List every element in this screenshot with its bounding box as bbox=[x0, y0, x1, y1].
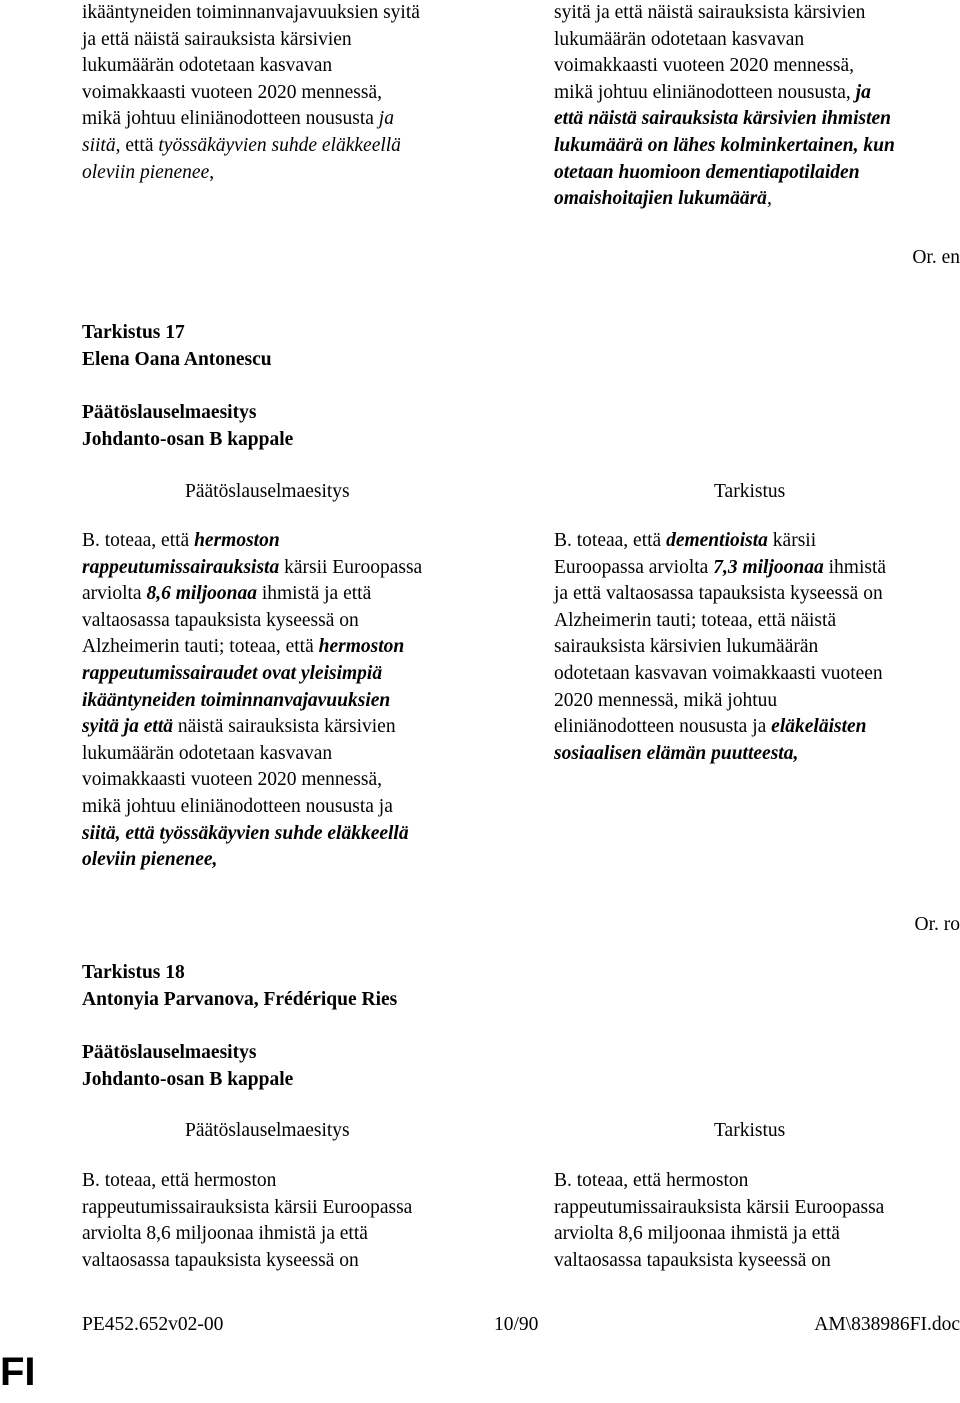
text-run: rappeutumissairauksista kärsii Euroopassa bbox=[554, 1196, 885, 1218]
text-line bbox=[554, 1195, 960, 1222]
text-run: siitä bbox=[82, 134, 116, 156]
text-run: Alzheimerin tauti; toteaa, että bbox=[82, 636, 319, 658]
text-line bbox=[554, 555, 960, 582]
text-run: että bbox=[554, 108, 589, 130]
original-language: Or. ro bbox=[914, 914, 960, 935]
column-heading-amendment: Tarkistus bbox=[714, 481, 786, 502]
column-heading-original: Päätöslauselmaesitys bbox=[185, 1120, 350, 1141]
amendment-18-target bbox=[82, 1040, 682, 1093]
text-line bbox=[554, 741, 960, 768]
text-run: arviolta 8,6 miljoonaa ihmistä ja että bbox=[554, 1223, 840, 1245]
text-run: mikä johtuu eliniänodotteen noususta, bbox=[554, 81, 856, 103]
document-type: Päätöslauselmaesitys bbox=[82, 1042, 257, 1063]
text-run: rappeutumissairaudet ovat yleisimpiä bbox=[82, 662, 383, 684]
text-line bbox=[82, 581, 502, 608]
text-run: B. toteaa, että hermoston bbox=[82, 1170, 277, 1191]
text-run: sosiaalisen elämän puutteesta, bbox=[554, 742, 799, 764]
text-run: rappeutumissairauksista kärsii Euroopassa bbox=[82, 1196, 413, 1218]
text-line bbox=[82, 555, 502, 582]
text-run: Alzheimerin tauti; toteaa, että näistä bbox=[554, 609, 837, 631]
text-run: hermoston bbox=[318, 636, 405, 658]
text-run: rappeutumissairauksista bbox=[82, 556, 280, 578]
amendment-author: Elena Oana Antonescu bbox=[82, 348, 272, 370]
text-run: kärsii Euroopassa bbox=[279, 556, 423, 578]
amendment-text bbox=[554, 1168, 960, 1274]
text-run: , bbox=[209, 161, 215, 183]
text-run: valtaosassa tapauksista kyseessä on bbox=[82, 609, 359, 631]
amendment-title: Tarkistus 18 bbox=[82, 962, 185, 983]
text-run: dementioista bbox=[666, 530, 768, 551]
text-run: ja että näistä sairauksista kärsivien bbox=[82, 28, 352, 50]
amendment-17-target bbox=[82, 400, 682, 453]
text-run: sairauksista kärsivien lukumäärän bbox=[554, 636, 819, 658]
text-run: B. toteaa, että bbox=[82, 530, 195, 551]
prev-amendment-text bbox=[554, 0, 960, 213]
text-run: arviolta bbox=[82, 583, 147, 605]
text-line bbox=[82, 741, 502, 768]
text-run: hermoston bbox=[194, 530, 280, 551]
document-type: Päätöslauselmaesitys bbox=[82, 402, 257, 423]
text-run: oleviin pienenee bbox=[82, 161, 210, 183]
text-line bbox=[554, 634, 960, 661]
original-text bbox=[82, 528, 502, 874]
text-line bbox=[82, 1195, 502, 1222]
document-reference: PE452.652v02-00 bbox=[82, 1314, 224, 1335]
text-run: Euroopassa arviolta bbox=[554, 556, 714, 578]
amendment-18-header bbox=[82, 960, 682, 1013]
text-run: 7,3 miljoonaa bbox=[713, 556, 824, 578]
text-run: mikä johtuu eliniänodotteen noususta ja bbox=[82, 795, 393, 817]
text-run: ja bbox=[855, 81, 871, 103]
text-line bbox=[554, 0, 960, 27]
text-line bbox=[554, 53, 960, 80]
text-run: ja bbox=[378, 108, 394, 130]
text-line bbox=[82, 661, 502, 688]
text-line bbox=[82, 80, 502, 107]
column-heading-amendment: Tarkistus bbox=[714, 1120, 786, 1141]
text-line bbox=[82, 53, 502, 80]
text-run: voimakkaasti vuoteen 2020 mennessä, bbox=[82, 81, 383, 103]
section-reference: Johdanto-osan B kappale bbox=[82, 1068, 294, 1090]
page-number: 10/90 bbox=[494, 1314, 539, 1335]
text-run: valtaosassa tapauksista kyseessä on bbox=[82, 1249, 359, 1271]
text-run: eläkeläisten bbox=[771, 716, 867, 738]
text-line bbox=[82, 714, 502, 741]
text-run: 8,6 miljoonaa bbox=[146, 583, 257, 605]
text-line bbox=[554, 581, 960, 608]
text-run: valtaosassa tapauksista kyseessä on bbox=[554, 1249, 831, 1271]
text-line bbox=[554, 528, 960, 555]
text-line bbox=[82, 688, 502, 715]
text-line bbox=[82, 608, 502, 635]
text-run: syitä ja että näistä sairauksista kärsivien bbox=[554, 2, 866, 23]
text-line bbox=[554, 160, 960, 187]
text-line bbox=[554, 1168, 960, 1195]
text-run: ihmistä bbox=[823, 556, 887, 578]
text-run: lukumäärän odotetaan kasvavan bbox=[82, 55, 333, 77]
column-heading-original: Päätöslauselmaesitys bbox=[185, 481, 350, 502]
text-run: kärsii bbox=[767, 530, 817, 551]
text-run: otetaan huomioon dementiapotilaiden bbox=[554, 161, 860, 183]
text-run: arviolta 8,6 miljoonaa ihmistä ja että bbox=[82, 1223, 368, 1245]
text-line bbox=[82, 794, 502, 821]
text-run: työssäkäyvien suhde eläkkeellä bbox=[158, 134, 401, 156]
text-run: siitä, että työssäkäyvien suhde eläkkeellä bbox=[82, 822, 409, 844]
text-line bbox=[82, 634, 502, 661]
text-run: voimakkaasti vuoteen 2020 mennessä, bbox=[82, 769, 383, 791]
text-run: oleviin pienenee, bbox=[82, 849, 218, 871]
text-run: ja että valtaosassa tapauksista kyseessä on bbox=[554, 583, 883, 605]
prev-original-text bbox=[82, 0, 502, 186]
text-line bbox=[82, 847, 502, 874]
text-run: omaishoitajien lukumäärä bbox=[554, 188, 767, 210]
text-run: , bbox=[766, 188, 772, 210]
text-run: B. toteaa, että bbox=[554, 530, 667, 551]
text-line bbox=[82, 821, 502, 848]
text-run: ihmistä ja että bbox=[256, 583, 372, 605]
text-run: syitä ja että bbox=[82, 716, 173, 738]
text-run: voimakkaasti vuoteen 2020 mennessä, bbox=[554, 55, 855, 77]
text-line bbox=[554, 714, 960, 741]
text-line bbox=[82, 160, 502, 187]
text-line bbox=[82, 1248, 502, 1275]
file-name: AM\838986FI.doc bbox=[814, 1314, 960, 1335]
text-run: B. toteaa, että hermoston bbox=[554, 1170, 749, 1191]
text-line bbox=[554, 688, 960, 715]
text-run: mikä johtuu eliniänodotteen noususta bbox=[82, 108, 379, 130]
text-line bbox=[82, 106, 502, 133]
text-run: odotetaan kasvavan voimakkaasti vuoteen bbox=[554, 662, 883, 684]
text-line bbox=[82, 767, 502, 794]
text-line bbox=[554, 608, 960, 635]
text-run: ikääntyneiden toiminnanvajavuuksien bbox=[82, 689, 391, 711]
text-run: lukumäärän odotetaan kasvavan bbox=[554, 28, 805, 50]
text-line bbox=[82, 528, 502, 555]
amendment-author: Antonyia Parvanova, Frédérique Ries bbox=[82, 988, 398, 1010]
text-line bbox=[554, 1221, 960, 1248]
text-line bbox=[82, 1221, 502, 1248]
text-line bbox=[554, 80, 960, 107]
text-line bbox=[82, 0, 502, 27]
amendment-17-header bbox=[82, 320, 682, 373]
text-run: ikääntyneiden toiminnanvajavuuksien syitä bbox=[82, 2, 420, 23]
text-line bbox=[82, 133, 502, 160]
section-reference: Johdanto-osan B kappale bbox=[82, 428, 294, 450]
amendment-text bbox=[554, 528, 960, 767]
text-run: 2020 mennessä, mikä johtuu bbox=[554, 689, 778, 711]
text-line bbox=[554, 133, 960, 160]
text-line bbox=[82, 27, 502, 54]
text-run: lukumäärä on lähes kolminkertainen, kun bbox=[554, 134, 895, 156]
text-line bbox=[82, 1168, 502, 1195]
text-line bbox=[554, 661, 960, 688]
text-run: eliniänodotteen noususta ja bbox=[554, 716, 772, 738]
text-line bbox=[554, 27, 960, 54]
text-line bbox=[554, 106, 960, 133]
original-text bbox=[82, 1168, 502, 1274]
original-language: Or. en bbox=[912, 247, 960, 268]
language-code: FI bbox=[0, 1350, 36, 1394]
text-run: näistä sairauksista kärsivien bbox=[173, 716, 396, 738]
text-run: näistä sairauksista kärsivien ihmisten bbox=[588, 108, 891, 130]
text-run: , että bbox=[115, 134, 159, 156]
text-run: lukumäärän odotetaan kasvavan bbox=[82, 742, 333, 764]
amendment-title: Tarkistus 17 bbox=[82, 322, 185, 343]
text-line bbox=[554, 186, 960, 213]
text-line bbox=[554, 1248, 960, 1275]
